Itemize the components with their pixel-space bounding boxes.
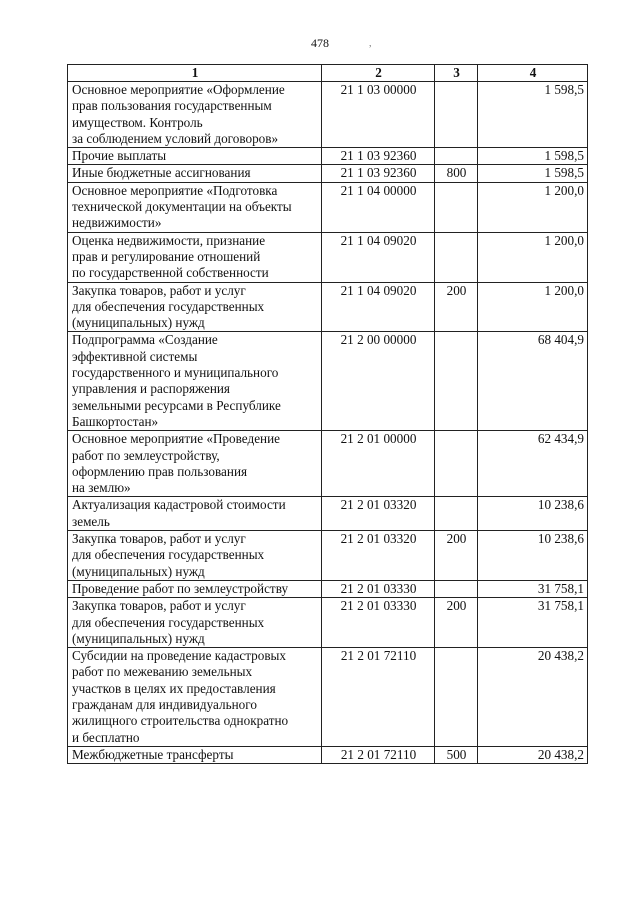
row-amount: 1 598,5 <box>478 82 588 148</box>
row-code: 21 2 01 00000 <box>322 431 435 497</box>
row-name: Оценка недвижимости, признание прав и регулирование отношений по государственной собственности <box>68 232 322 282</box>
row-code: 21 2 01 72110 <box>322 648 435 747</box>
row-expense-type <box>435 148 478 165</box>
row-expense-type: 200 <box>435 598 478 648</box>
row-name: Подпрограмма «Создание эффективной системы государственного и муниципального управления и распоряжения земельными ресурсами в Республике Башкортостан» <box>68 332 322 431</box>
row-code: 21 2 01 03330 <box>322 580 435 597</box>
table-row <box>68 82 588 148</box>
row-name: Проведение работ по землеустройству <box>68 580 322 597</box>
table-row <box>68 165 588 182</box>
header-col-1: 1 <box>68 65 322 82</box>
row-amount: 20 438,2 <box>478 746 588 763</box>
row-amount: 1 200,0 <box>478 282 588 332</box>
row-amount: 68 404,9 <box>478 332 588 431</box>
row-expense-type: 800 <box>435 165 478 182</box>
row-expense-type: 200 <box>435 531 478 581</box>
row-amount: 1 598,5 <box>478 148 588 165</box>
table-row <box>68 746 588 763</box>
row-name: Закупка товаров, работ и услуг для обеспечения государственных (муниципальных) нужд <box>68 598 322 648</box>
table-row <box>68 332 588 431</box>
row-name: Основное мероприятие «Подготовка технической документации на объекты недвижимости» <box>68 182 322 232</box>
row-amount: 31 758,1 <box>478 598 588 648</box>
row-expense-type <box>435 232 478 282</box>
table-header <box>68 65 588 82</box>
row-amount: 20 438,2 <box>478 648 588 747</box>
row-expense-type <box>435 332 478 431</box>
row-code: 21 2 01 72110 <box>322 746 435 763</box>
row-expense-type <box>435 648 478 747</box>
row-expense-type <box>435 497 478 531</box>
row-code: 21 1 04 00000 <box>322 182 435 232</box>
table-row <box>68 431 588 497</box>
header-row <box>68 65 588 82</box>
table-row <box>68 598 588 648</box>
row-code: 21 2 01 03330 <box>322 598 435 648</box>
row-expense-type <box>435 580 478 597</box>
row-name: Закупка товаров, работ и услуг для обеспечения государственных (муниципальных) нужд <box>68 531 322 581</box>
row-amount: 1 200,0 <box>478 182 588 232</box>
row-code: 21 1 04 09020 <box>322 232 435 282</box>
row-expense-type <box>435 182 478 232</box>
table-row <box>68 232 588 282</box>
budget-table <box>67 64 588 764</box>
row-amount: 1 598,5 <box>478 165 588 182</box>
row-name: Основное мероприятие «Оформление прав пользования государственным имуществом. Контроль за соблюдением условий договоров» <box>68 82 322 148</box>
row-amount: 10 238,6 <box>478 497 588 531</box>
row-name: Актуализация кадастровой стоимости земель <box>68 497 322 531</box>
table-row <box>68 648 588 747</box>
row-code: 21 2 01 03320 <box>322 497 435 531</box>
table-row <box>68 497 588 531</box>
page-number: 478 <box>311 36 329 50</box>
row-name: Основное мероприятие «Проведение работ по землеустройству, оформлению прав пользования на землю» <box>68 431 322 497</box>
header-col-2: 2 <box>322 65 435 82</box>
row-amount: 1 200,0 <box>478 232 588 282</box>
row-expense-type: 500 <box>435 746 478 763</box>
row-code: 21 1 03 92360 <box>322 165 435 182</box>
row-code: 21 2 00 00000 <box>322 332 435 431</box>
row-name: Межбюджетные трансферты <box>68 746 322 763</box>
scan-mark: , <box>369 38 372 49</box>
row-code: 21 1 03 00000 <box>322 82 435 148</box>
row-name: Закупка товаров, работ и услуг для обеспечения государственных (муниципальных) нужд <box>68 282 322 332</box>
row-expense-type: 200 <box>435 282 478 332</box>
table-row <box>68 182 588 232</box>
row-expense-type <box>435 82 478 148</box>
row-code: 21 1 03 92360 <box>322 148 435 165</box>
table-body <box>68 82 588 764</box>
table-row <box>68 580 588 597</box>
row-expense-type <box>435 431 478 497</box>
row-code: 21 1 04 09020 <box>322 282 435 332</box>
row-amount: 31 758,1 <box>478 580 588 597</box>
header-col-3: 3 <box>435 65 478 82</box>
row-name: Иные бюджетные ассигнования <box>68 165 322 182</box>
header-col-4: 4 <box>478 65 588 82</box>
table-row <box>68 282 588 332</box>
row-name: Прочие выплаты <box>68 148 322 165</box>
row-name: Субсидии на проведение кадастровых работ по межеванию земельных участков в целях их предоставления гражданам для индивидуального жилищного строительства однократно и бесплатно <box>68 648 322 747</box>
table-row <box>68 148 588 165</box>
table-row <box>68 531 588 581</box>
row-amount: 62 434,9 <box>478 431 588 497</box>
row-code: 21 2 01 03320 <box>322 531 435 581</box>
row-amount: 10 238,6 <box>478 531 588 581</box>
